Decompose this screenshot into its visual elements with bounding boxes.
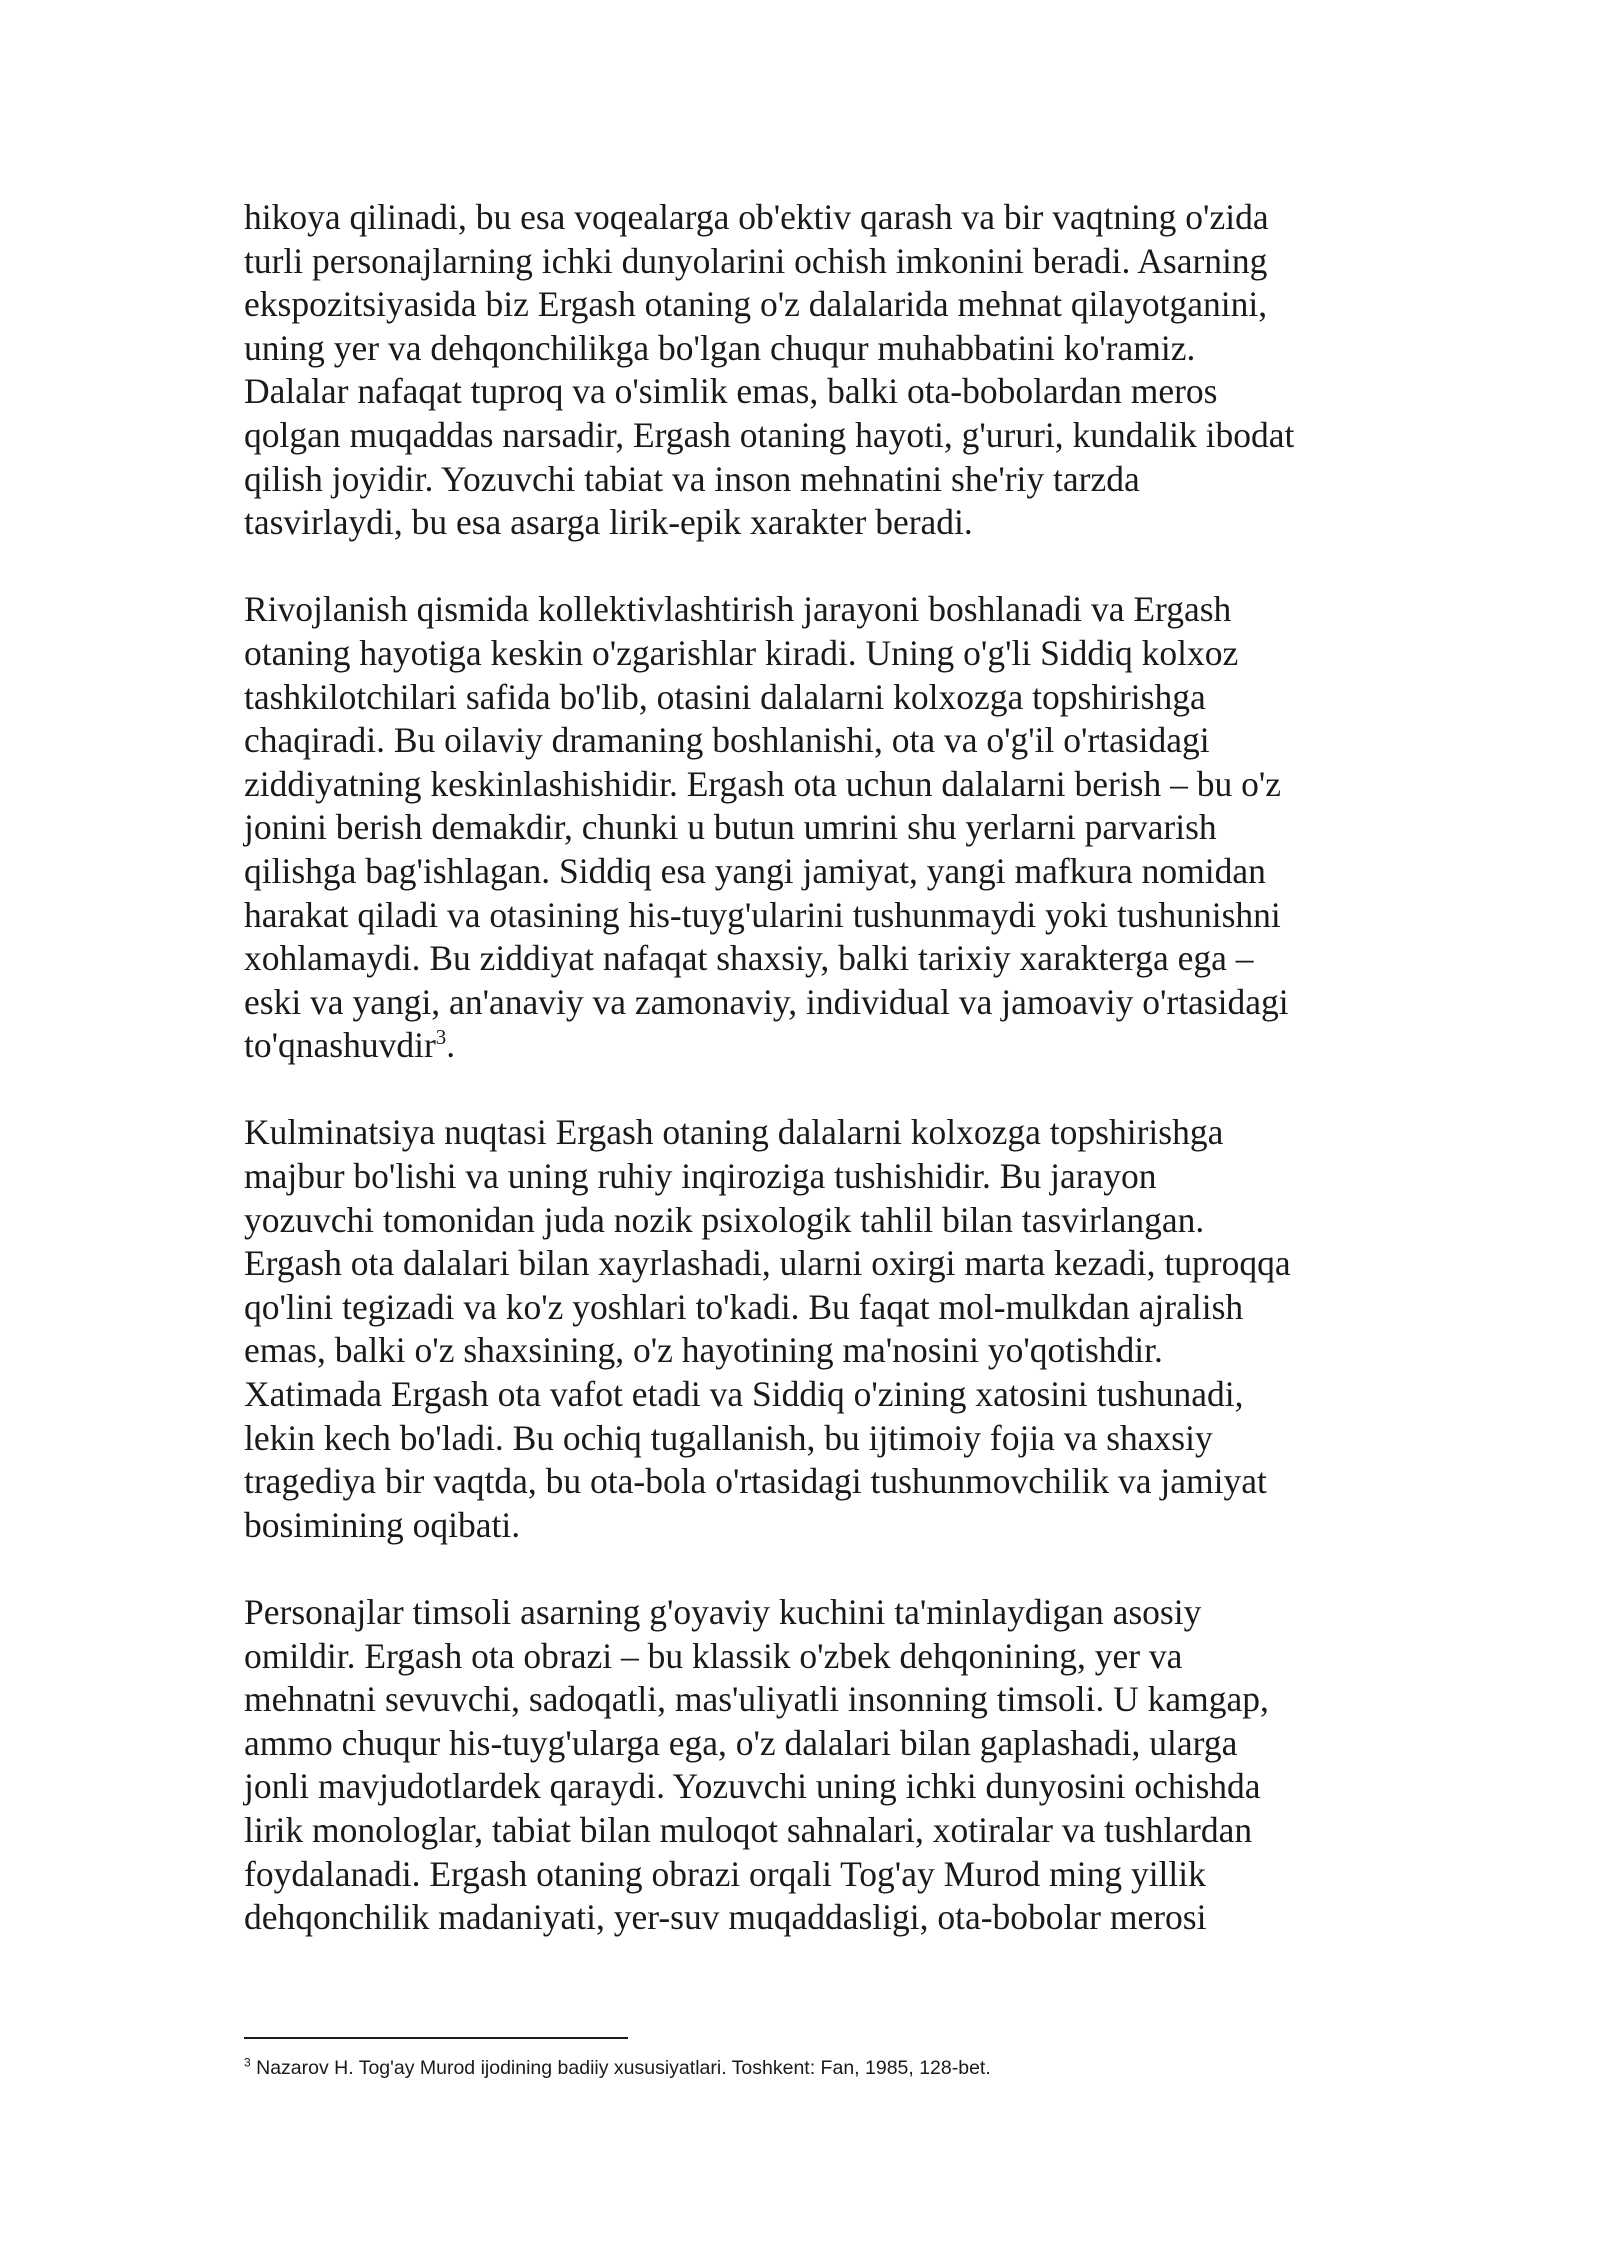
text-line: qilish joyidir. Yozuvchi tabiat va inson mehnatini she'riy tarzda (244, 458, 1140, 499)
text-line-content: to'qnashuvdir (244, 1025, 436, 1066)
text-line: otaning hayotiga keskin o'zgarishlar kiradi. Uning o'g'li Siddiq kolxoz (244, 632, 1239, 673)
text-line (244, 1024, 1374, 1068)
text-line: jonli mavjudotlardek qaraydi. Yozuvchi uning ichki dunyosini ochishda (244, 1766, 1261, 1807)
text-line: hikoya qilinadi, bu esa voqealarga ob'ektiv qarash va bir vaqtning o'zida (244, 197, 1269, 237)
text-line: ekspozitsiyasida biz Ergash otaning o'z dalalarida mehnat qilayotganini, (244, 284, 1268, 325)
footnote-number: 3 (244, 2055, 251, 2070)
footnote-separator (244, 2037, 628, 2039)
footnote-text: Nazarov H. Tog'ay Murod ijodining badiiy xususiyatlari. Toshkent: Fan, 1985, 128-bet. (256, 2057, 991, 2079)
paragraph-1 (244, 196, 1374, 545)
line-end-punctuation: . (446, 1025, 456, 1066)
text-line: qo'lini tegizadi va ko'z yoshlari to'kadi. Bu faqat mol-mulkdan ajralish (244, 1286, 1244, 1327)
text-line: chaqiradi. Bu oilaviy dramaning boshlanishi, ota va o'g'il o'rtasidagi (244, 720, 1210, 761)
text-line: qolgan muqaddas narsadir, Ergash otaning hayoti, g'ururi, kundalik ibodat (244, 414, 1295, 455)
text-line: ziddiyatning keskinlashishidir. Ergash ota uchun dalalarni berish – bu o'z (244, 763, 1282, 804)
paragraph-4 (244, 1591, 1374, 1940)
text-line: harakat qiladi va otasining his-tuyg'ularini tushunmaydi yoki tushunishni (244, 894, 1281, 935)
text-line: foydalanadi. Ergash otaning obrazi orqali Tog'ay Murod ming yillik (244, 1853, 1206, 1894)
text-line: dehqonchilik madaniyati, yer-suv muqaddasligi, ota-bobolar merosi (244, 1897, 1207, 1938)
text-line: lirik monologlar, tabiat bilan muloqot sahnalari, xotiralar va tushlardan (244, 1809, 1253, 1850)
text-line: emas, balki o'z shaxsining, o'z hayotining ma'nosini yo'qotishdir. (244, 1330, 1163, 1371)
text-line: Dalalar nafaqat tuproq va o'simlik emas, balki ota-bobolardan meros (244, 371, 1218, 412)
footnote (244, 2055, 991, 2081)
text-line: Ergash ota dalalari bilan xayrlashadi, ularni oxirgi marta kezadi, tuproqqa (244, 1243, 1291, 1284)
text-line: turli personajlarning ichki dunyolarini ochish imkonini beradi. Asarning (244, 240, 1268, 281)
text-line: Rivojlanish qismida kollektivlashtirish jarayoni boshlanadi va Ergash (244, 589, 1232, 630)
text-line: tragediya bir vaqtda, bu ota-bola o'rtasidagi tushunmovchilik va jamiyat (244, 1461, 1267, 1502)
paragraph-2 (244, 588, 1374, 1068)
text-line: lekin kech bo'ladi. Bu ochiq tugallanish, bu ijtimoiy fojia va shaxsiy (244, 1417, 1213, 1458)
text-line: mehnatni sevuvchi, sadoqatli, mas'uliyatli insonning timsoli. U kamgap, (244, 1679, 1269, 1720)
text-line: majbur bo'lishi va uning ruhiy inqiroziga tushishidir. Bu jarayon (244, 1156, 1157, 1197)
text-line: jonini berish demakdir, chunki u butun umrini shu yerlarni parvarish (244, 807, 1217, 848)
text-line: uning yer va dehqonchilikga bo'lgan chuqur muhabbatini ko'ramiz. (244, 327, 1196, 368)
text-line: tasvirlaydi, bu esa asarga lirik-epik xarakter beradi. (244, 502, 973, 543)
text-line: yozuvchi tomonidan juda nozik psixologik tahlil bilan tasvirlangan. (244, 1199, 1205, 1240)
text-line: ammo chuqur his-tuyg'ularga ega, o'z dalalari bilan gaplashadi, ularga (244, 1722, 1238, 1763)
body-text (244, 196, 1374, 1983)
text-line: bosimining oqibati. (244, 1504, 521, 1545)
paragraph-3 (244, 1111, 1374, 1547)
footnote-reference[interactable]: 3 (435, 1025, 447, 1050)
text-line: xohlamaydi. Bu ziddiyat nafaqat shaxsiy, balki tarixiy xarakterga ega – (244, 938, 1254, 979)
text-line: Personajlar timsoli asarning g'oyaviy kuchini ta'minlaydigan asosiy (244, 1592, 1202, 1632)
text-line: Xatimada Ergash ota vafot etadi va Siddiq o'zining xatosini tushunadi, (244, 1374, 1244, 1415)
text-line: Kulminatsiya nuqtasi Ergash otaning dalalarni kolxozga topshirishga (244, 1112, 1224, 1153)
text-line: tashkilotchilari safida bo'lib, otasini dalalarni kolxozga topshirishga (244, 676, 1206, 717)
text-line: eski va yangi, an'anaviy va zamonaviy, individual va jamoaviy o'rtasidagi (244, 981, 1289, 1022)
text-line: omildir. Ergash ota obrazi – bu klassik o'zbek dehqonining, yer va (244, 1635, 1183, 1676)
text-line: qilishga bag'ishlagan. Siddiq esa yangi jamiyat, yangi mafkura nomidan (244, 850, 1266, 891)
